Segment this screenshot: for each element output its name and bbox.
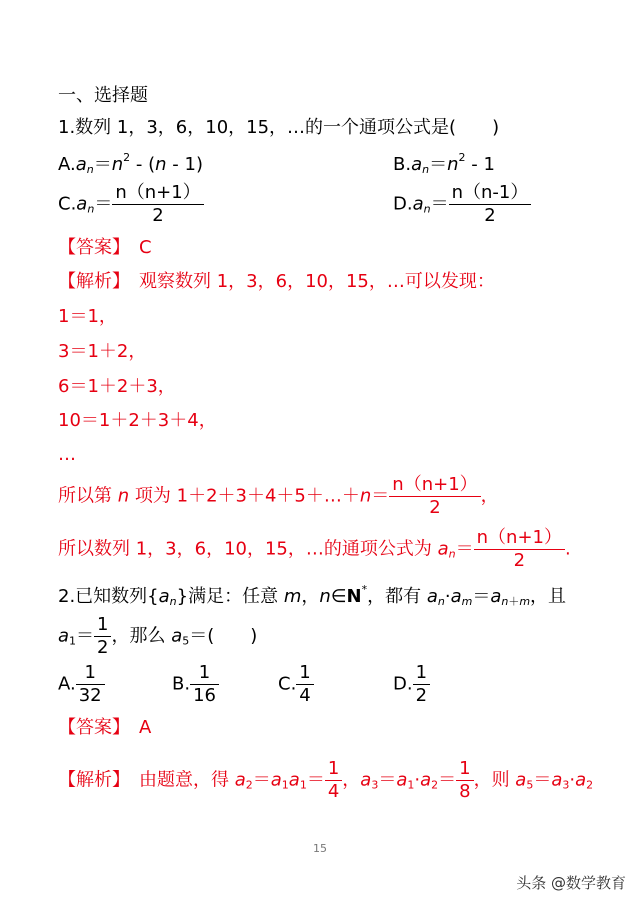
- section-title: 一、选择题: [58, 85, 148, 106]
- q1-option-c: $C.a_n=$ $\frac{n(n+1)}{2}$: [58, 182, 204, 227]
- q1-conclusion-1-fraction: $\frac{n(n+1)}{2}$: [389, 474, 480, 519]
- q1-step-1: 1＝1，: [58, 306, 117, 327]
- q2-option-a: A. $\frac{1}{32}$: [58, 662, 105, 707]
- q1-option-a: $A.a_n=n^2 - (n - 1)$: [58, 151, 203, 176]
- q1-option-d-fraction: $\frac{n(n-1)}{2}$: [449, 182, 532, 227]
- q1-step-3: 6＝1＋2＋3，: [58, 376, 176, 397]
- q2-option-c: C. $\frac{1}{4}$: [278, 662, 314, 707]
- q1-step-5: …: [58, 444, 76, 465]
- q1-step-2: 3＝1＋2，: [58, 341, 147, 362]
- question-1-stem: 1.数列 1，3，6，10，15，…的一个通项公式是( ): [58, 117, 500, 138]
- page-number: 15: [313, 842, 327, 855]
- question-2-stem: 2.已知数列$\{a_n\}$满足：任意 m，n∈N*，都有 $a_n\cdot a_m=a_{n+m}$，且: [58, 583, 567, 608]
- q1-conclusion-1: 所以第 n 项为 1＋2＋3＋4＋5＋…＋n＝ $\frac{n(n+1)}{2}$ ，: [58, 474, 499, 518]
- q1-option-d: $D.a_n=$ $\frac{n(n-1)}{2}$: [393, 182, 531, 227]
- q1-option-c-fraction: $\frac{n(n+1)}{2}$: [112, 182, 203, 227]
- q2-option-d: D. $\frac{1}{2}$: [393, 662, 430, 707]
- q2-option-b: B. $\frac{1}{16}$: [172, 662, 219, 707]
- question-2-stem-line-2: $a_1=$ $\frac{1}{2}$ ，那么 $a_5=$( ): [58, 614, 258, 658]
- q1-conclusion-2-fraction: $\frac{n(n+1)}{2}$: [474, 527, 565, 572]
- q1-conclusion-2: 所以数列 1，3，6，10，15，…的通项公式为 $a_n=$ $\frac{n(n+1)}{2}$ .: [58, 527, 571, 571]
- q1-analysis: 【解析】 观察数列 1，3，6，10，15，…可以发现：: [58, 271, 495, 292]
- q2-answer: 【答案】 A: [58, 717, 152, 738]
- q1-option-b: $B.a_n=n^2 - 1$: [393, 151, 495, 176]
- q1-step-4: 10＝1＋2＋3＋4，: [58, 410, 217, 431]
- q2-a1-fraction: $\frac{1}{2}$: [94, 614, 111, 659]
- q1-answer: 【答案】 C: [58, 237, 152, 258]
- q2-analysis: 【解析】 由题意，得 $a_2=a_1a_1=$ $\frac{1}{4}$ ，$a_3=a_1\cdot a_2=$ $\frac{1}{8}$ ，则 $a_5=a_3\cdot a_2$: [58, 758, 594, 802]
- watermark: 头条 @数学教育: [516, 874, 626, 892]
